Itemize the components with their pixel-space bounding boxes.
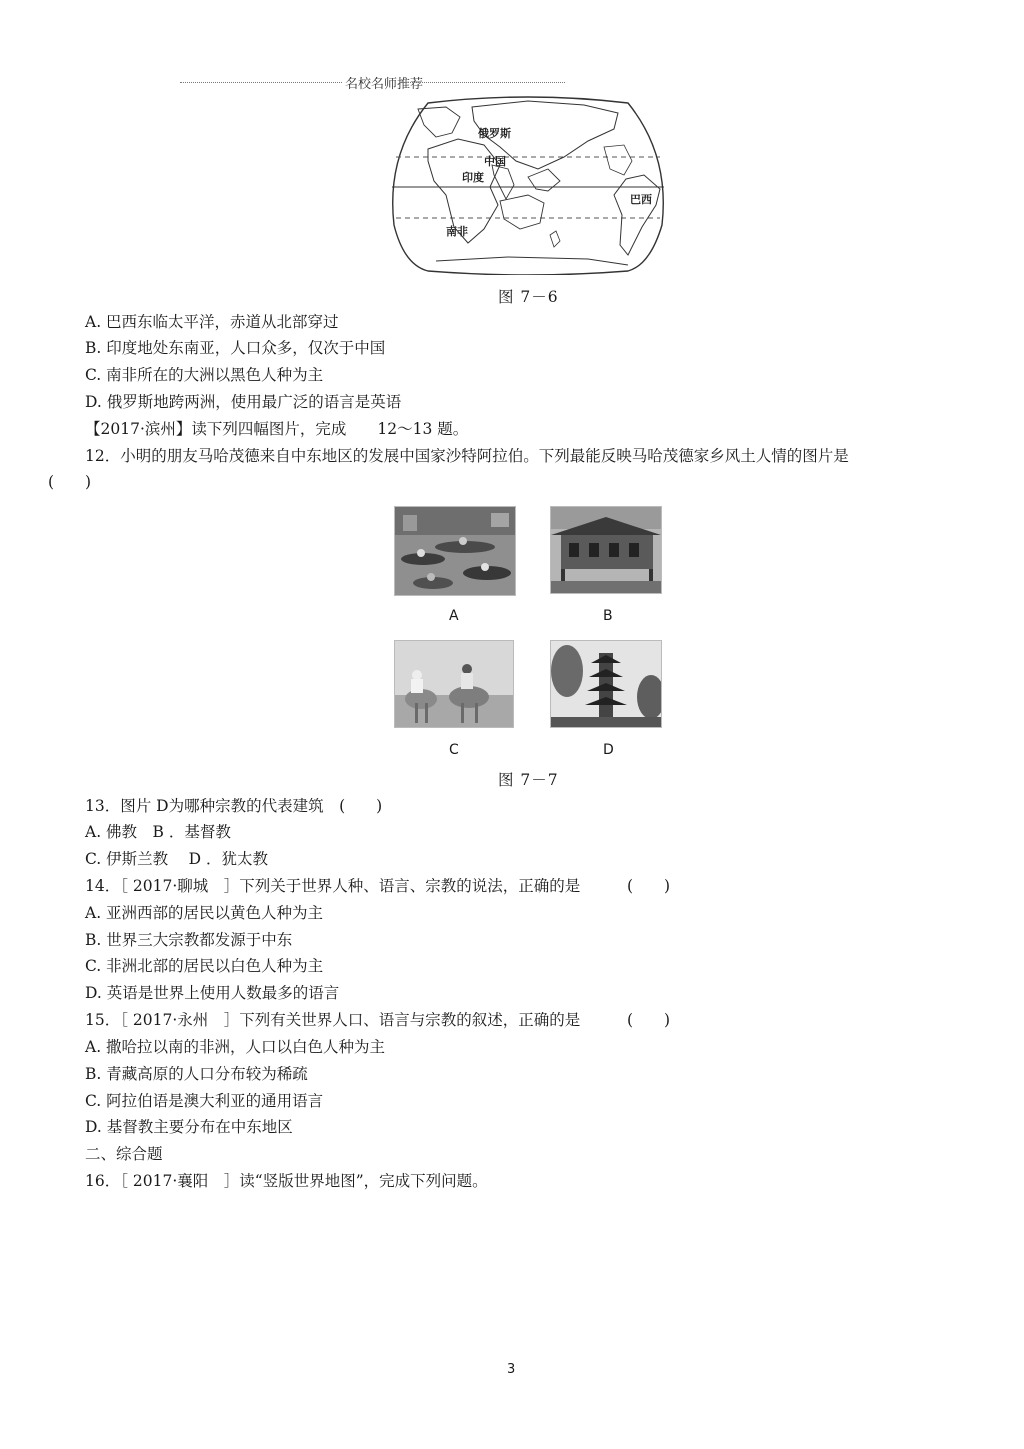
- photo-d: [550, 640, 662, 728]
- q13-option-ab: A. 佛教 B ．基督教: [85, 823, 231, 841]
- photo-a: [394, 506, 516, 596]
- map-label-india: 印度: [462, 171, 484, 184]
- map-caption: 图 7－6: [498, 288, 559, 306]
- page-number: 3: [507, 1362, 516, 1377]
- q14-option-b: B. 世界三大宗教都发源于中东: [85, 931, 293, 949]
- header-rule-right: [401, 82, 565, 83]
- page-header: [180, 72, 565, 92]
- q13-option-cd: C. 伊斯兰教 D ．犹太教: [85, 850, 268, 868]
- q15-paren: ( ): [627, 1011, 671, 1029]
- q14-option-d: D. 英语是世界上使用人数最多的语言: [85, 984, 340, 1002]
- world-map-figure: [388, 95, 668, 275]
- header-text: 名校名师推荐: [345, 77, 424, 92]
- map-label-south-africa: 南非: [446, 225, 468, 238]
- header-rule-left: [180, 82, 342, 83]
- q14-paren: ( ): [627, 877, 671, 895]
- q14-option-a: A. 亚洲西部的居民以黄色人种为主: [85, 904, 324, 922]
- q15-option-c: C. 阿拉伯语是澳大利亚的通用语言: [85, 1092, 324, 1110]
- photos-caption: 图 7－7: [498, 771, 559, 789]
- section-2-heading: 二、综合题: [85, 1145, 163, 1163]
- q12-text: 12．小明的朋友马哈茂德来自中东地区的发展中国家沙特阿拉伯。下列最能反映马哈茂德家乡风土人情的图片是: [85, 447, 849, 465]
- q11-option-c: C. 南非所在的大洲以黑色人种为主: [85, 366, 324, 384]
- photo-d-label: D: [603, 742, 614, 758]
- photo-c: [394, 640, 514, 728]
- map-label-china: 中国: [484, 155, 506, 168]
- q14-option-c: C. 非洲北部的居民以白色人种为主: [85, 957, 324, 975]
- photo-c-label: C: [449, 742, 459, 758]
- q11-option-a: A. 巴西东临太平洋，赤道从北部穿过: [85, 313, 339, 331]
- q14-text: 14．［ 2017·聊城 ］下列关于世界人种、语言、宗教的说法，正确的是: [85, 877, 581, 895]
- q15-text: 15．［ 2017·永州 ］下列有关世界人口、语言与宗教的叙述，正确的是: [85, 1011, 581, 1029]
- map-label-brazil: 巴西: [630, 193, 652, 206]
- q15-option-a: A. 撒哈拉以南的非洲，人口以白色人种为主: [85, 1038, 386, 1056]
- q13-text: 13．图片 D为哪种宗教的代表建筑 ( ): [85, 797, 383, 815]
- q16-text: 16．［ 2017·襄阳 ］读“竖版世界地图”，完成下列问题。: [85, 1172, 488, 1190]
- photo-a-label: A: [449, 608, 459, 624]
- q15-option-d: D. 基督教主要分布在中东地区: [85, 1118, 293, 1136]
- photo-b-label: B: [603, 608, 613, 624]
- section-intro: 【2017·滨州】读下列四幅图片，完成 12～13 题。: [85, 420, 469, 438]
- q12-paren: ( ): [48, 473, 92, 491]
- q11-option-d: D. 俄罗斯地跨两洲，使用最广泛的语言是英语: [85, 393, 402, 411]
- photo-b: [550, 506, 662, 594]
- map-label-russia: 俄罗斯: [478, 127, 511, 140]
- q15-option-b: B. 青藏高原的人口分布较为稀疏: [85, 1065, 308, 1083]
- q11-option-b: B. 印度地处东南亚，人口众多，仅次于中国: [85, 339, 386, 357]
